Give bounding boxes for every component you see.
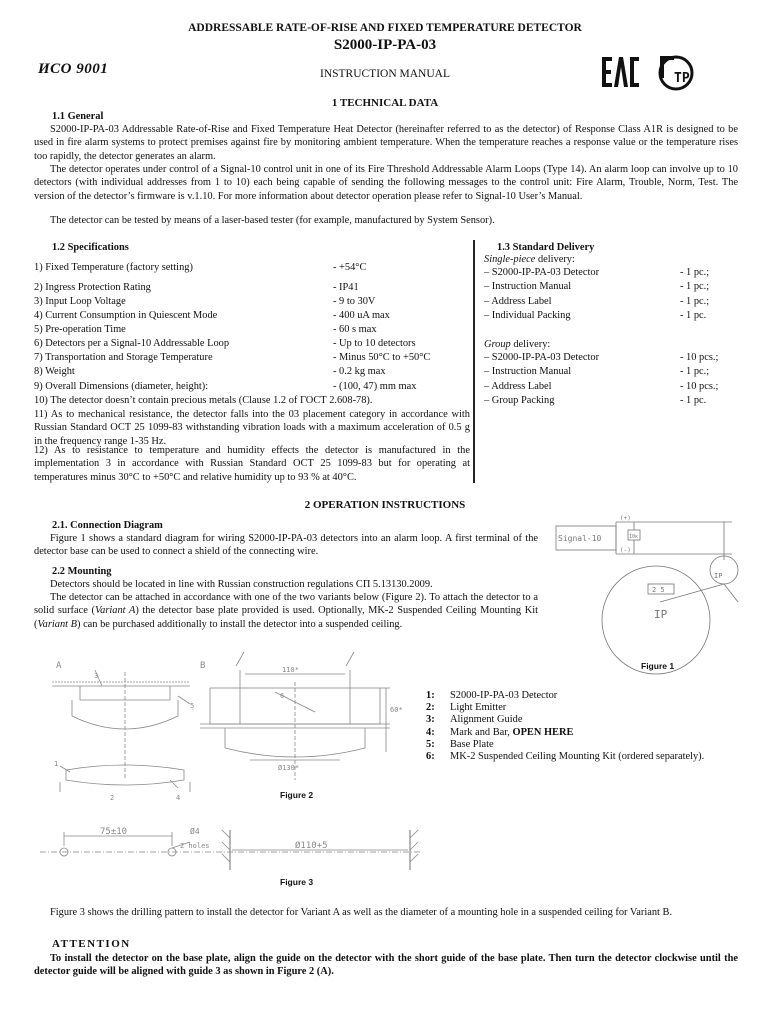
mounting-heading: 2.2 Mounting xyxy=(52,566,112,577)
large-ip-label: IP xyxy=(654,608,668,621)
plus-terminal-label: (+) xyxy=(620,515,631,522)
spec-value: - +54°C xyxy=(333,262,367,273)
gost-r-logo xyxy=(652,52,698,98)
legend-number: 2: xyxy=(426,702,435,714)
legend-text: Mark and Bar, OPEN HERE xyxy=(450,726,574,738)
figure-3-caption: Figure 3 xyxy=(280,877,314,887)
delivery-quantity: - 10 pcs.; xyxy=(680,352,719,363)
spec-note-10: 10) The detector doesn’t contain precious metals (Clause 1.2 of ГОСТ 2.608-78). xyxy=(34,395,373,406)
spec-value: - Up to 10 detectors xyxy=(333,338,416,349)
small-ip-label: IP xyxy=(714,572,723,580)
single-delivery-label: Single-piece delivery: xyxy=(484,254,575,265)
legend-number: 4: xyxy=(426,726,435,738)
callout-5: 5 xyxy=(190,702,195,710)
section-technical-data: 1 TECHNICAL DATA xyxy=(331,97,439,109)
callout-1: 1 xyxy=(54,760,59,768)
connection-text: Figure 1 shows a standard diagram for wiring S2000-IP-PA-03 detectors into an alarm loop. A first terminal of the detector base can be used to connect a shield of the connecting wire. xyxy=(34,533,538,558)
callout-6: 6 xyxy=(280,692,285,700)
minus-terminal-label: (-) xyxy=(620,547,631,554)
connection-heading: 2.1. Connection Diagram xyxy=(52,520,163,531)
spec-label: 5) Pre-operation Time xyxy=(34,324,126,335)
delivery-item: – Address Label xyxy=(484,380,552,392)
dim-110: 110* xyxy=(282,666,299,674)
specs-heading: 1.2 Specifications xyxy=(52,242,129,253)
delivery-quantity: - 1 pc.; xyxy=(680,366,710,378)
dim-60: 60* xyxy=(390,706,403,714)
delivery-quantity: - 1 pc.; xyxy=(680,281,710,293)
holes-label: 2 holes xyxy=(180,842,210,850)
delivery-item: – Instruction Manual xyxy=(484,366,572,378)
legend-number: 3: xyxy=(426,714,435,726)
callout-3: 3 xyxy=(94,672,99,680)
general-paragraph-3: The detector can be tested by means of a laser-based tester (for example, manufactured by System Sensor). xyxy=(50,215,495,226)
spec-label: 8) Weight xyxy=(34,366,75,377)
delivery-quantity: - 1 pc.; xyxy=(680,267,710,278)
spec-value: - 9 to 30V xyxy=(333,296,376,307)
dim-75: 75±10 xyxy=(100,827,128,837)
legend-number: 6: xyxy=(426,751,435,762)
variant-b-label: B xyxy=(200,661,206,671)
callout-4: 4 xyxy=(176,794,181,802)
eac-logo xyxy=(600,55,640,95)
pins-label: 2 5 xyxy=(652,586,665,594)
delivery-item: – Group Packing xyxy=(484,394,555,406)
figure-3-description: Figure 3 shows the drilling pattern to install the detector for Variant A as well as the diameter of a mounting hole in a suspended ceiling for Variant B. xyxy=(50,907,673,918)
dim-110-hole: Ø110+5 xyxy=(295,841,328,851)
general-paragraph-1: S2000-IP-PA-03 Addressable Rate-of-Rise and Fixed Temperature Heat Detector (hereinafter referred to as the detector) of Response Class A1R is designed to be used in fire alarm systems to protect premises against fire by monitoring ambient temperature. When the temperature reaches a response value or the temperature rises too rapidly, the detector generates an alarm. xyxy=(34,124,738,162)
spec-value: - (100, 47) mm max xyxy=(333,381,417,392)
dim-130: Ø130* xyxy=(278,764,300,772)
legend-text: Alignment Guide xyxy=(450,714,523,726)
signal-10-label: Signal-10 xyxy=(558,534,602,543)
svg-text:ТР: ТР xyxy=(674,71,690,86)
dim-4: Ø4 xyxy=(190,827,200,836)
figure-3-drilling-pattern xyxy=(40,822,420,878)
legend-text: S2000-IP-PA-03 Detector xyxy=(450,690,558,701)
spec-value: - IP41 xyxy=(333,282,359,293)
delivery-quantity: - 10 pcs.; xyxy=(680,380,719,392)
document-title: ADDRESSABLE RATE-OF-RISE AND FIXED TEMPERATURE DETECTOR xyxy=(188,22,582,34)
spec-label: 6) Detectors per a Signal-10 Addressable Loop xyxy=(34,338,230,349)
variant-a-label: A xyxy=(56,661,62,671)
delivery-quantity: - 1 pc. xyxy=(680,394,707,406)
spec-label: 9) Overall Dimensions (diameter, height): xyxy=(34,381,209,392)
mounting-paragraph-2: The detector can be attached in accordance with one of the two variants below (Figure 2). To attach the detector to a solid surface (Variant A) the detector base plate provided is used. Optionally, MK-2 Suspended Ceiling Mounting Kit (Variant B) can be purchased additionally to install the detector into a suspended ceiling. xyxy=(34,592,538,630)
spec-value: - 400 uA max xyxy=(333,310,390,321)
spec-value: - 60 s max xyxy=(333,324,377,335)
spec-note-11: 11) As to mechanical resistance, the detector falls into the 03 placement category in accordance with Russian Standard ОСТ 25 1099-83 withstanding vibration loads with a maximum acceleration of 0.5 g in the frequency range 1-35 Hz. xyxy=(34,409,470,447)
delivery-item: – Instruction Manual xyxy=(484,281,572,293)
spec-label: 3) Input Loop Voltage xyxy=(34,296,126,307)
delivery-item: – Address Label xyxy=(484,295,552,307)
spec-note-12: 12) As to resistance to temperature and humidity effects the detector is manufactured in the implementation 3 in accordance with Russian Standard ОСТ 25 1099-83 but for operating at temperatures minus 30°C to +50°C and relative humidity up to 93 % at 40°C. xyxy=(34,445,470,483)
spec-value: - 0.2 kg max xyxy=(333,366,386,377)
delivery-item: – S2000-IP-PA-03 Detector xyxy=(484,352,600,363)
legend-text: Light Emitter xyxy=(450,702,507,714)
section-operation: 2 OPERATION INSTRUCTIONS xyxy=(304,499,466,511)
spec-label: 1) Fixed Temperature (factory setting) xyxy=(34,262,193,273)
delivery-heading: 1.3 Standard Delivery xyxy=(497,242,595,253)
general-heading: 1.1 General xyxy=(52,111,104,122)
mounting-paragraph-1: Detectors should be located in line with Russian construction regulations СП 5.13130.2009. xyxy=(50,579,433,590)
callout-2: 2 xyxy=(110,794,115,802)
attention-heading: ATTENTION xyxy=(52,938,131,950)
attention-text: To install the detector on the base plate, align the guide on the detector with the short guide of the base plate. Then turn the detector clockwise until the detector guide will be aligned with guide 3 as shown in Figure 2 (A). xyxy=(34,953,738,978)
spec-label: 7) Transportation and Storage Temperature xyxy=(34,352,213,363)
legend-number: 1: xyxy=(426,690,435,701)
figure-2-caption: Figure 2 xyxy=(280,790,314,800)
delivery-item: – S2000-IP-PA-03 Detector xyxy=(484,267,600,278)
model-number: S2000-IP-PA-03 xyxy=(333,37,437,53)
spec-label: 4) Current Consumption in Quiescent Mode xyxy=(34,310,218,321)
resistor-label: 10к xyxy=(629,534,639,540)
delivery-item: – Individual Packing xyxy=(484,309,571,321)
iso-mark: ИСО 9001 xyxy=(38,61,109,77)
figure-1-wiring-diagram xyxy=(552,510,752,664)
spec-value: - Minus 50°C to +50°C xyxy=(333,352,431,363)
legend-text: MK-2 Suspended Ceiling Mounting Kit (ordered separately). xyxy=(450,751,705,762)
manual-subtitle: INSTRUCTION MANUAL xyxy=(319,68,450,80)
legend-number: 5: xyxy=(426,738,435,750)
delivery-quantity: - 1 pc. xyxy=(680,309,707,321)
general-paragraph-2: The detector operates under control of a Signal-10 control unit in one of its Fire Threshold Addressable Alarm Loops (Type 14). An alarm loop can involve up to 10 detectors (with individual addresses from 1 to 10) each being capable of sending the following messages to the control unit: Fire Alarm, Trouble, Norm, Test. The version of the detector’s firmware is v.1.10. For more information about detector operation please refer to Signal-10 User’s Manual. xyxy=(34,164,738,202)
figure-1-caption: Figure 1 xyxy=(641,661,675,671)
legend-text: Base Plate xyxy=(450,738,494,750)
delivery-quantity: - 1 pc.; xyxy=(680,295,710,307)
spec-label: 2) Ingress Protection Rating xyxy=(34,282,151,293)
column-divider xyxy=(473,240,475,483)
group-delivery-label: Group delivery: xyxy=(484,339,551,350)
